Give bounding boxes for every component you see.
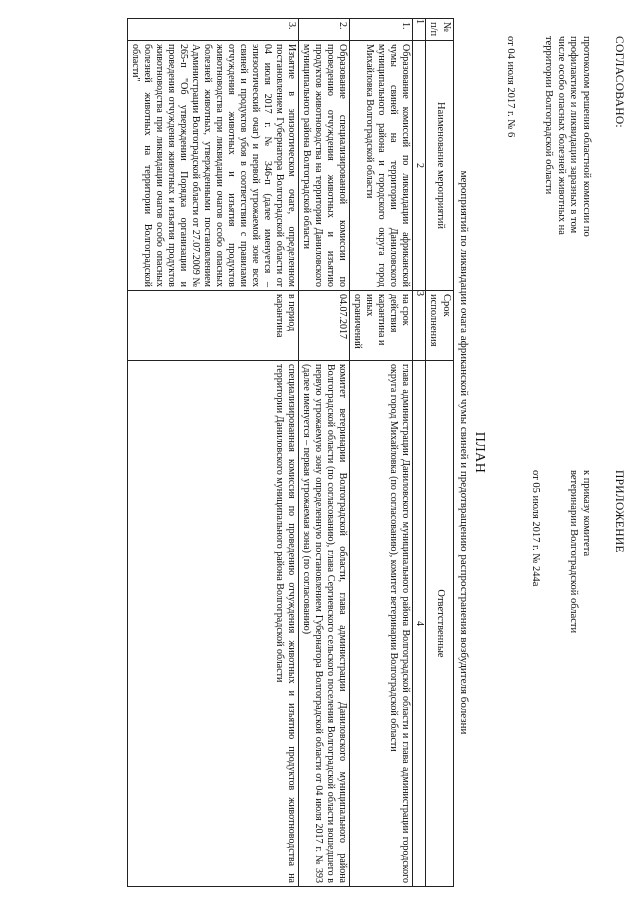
- row-activity: Образование специализированной комиссии по проведению отчуждения животных и изъятию продуктов животноводства на территории Даниловского муниципального района Волгоградской области: [298, 41, 349, 291]
- header-num: № п/п: [425, 19, 453, 41]
- row-deadline: на срок действия карантина и иных ограничений: [349, 291, 412, 361]
- row-responsible: специализированная комиссия по проведению отчуждения животных и изъятию продуктов животноводства на территории Даниловского муниципального района Волгоградской области: [127, 361, 298, 887]
- appendix-line: к приказу комитета: [580, 470, 592, 557]
- table-header-row: [425, 19, 453, 887]
- row-responsible: глава администрации Даниловского муниципального района Волгоградской области и глава администрации городского округа город Михайловка (по согласованию), комитет ветеринарии Волгоградской области: [349, 361, 412, 887]
- table-colnum-row: [412, 19, 425, 887]
- row-number: 1.: [349, 19, 412, 41]
- row-activity: Образование комиссий по ликвидации африканской чумы свиней на территории Даниловского муниципального района и городского округа город Михайловка Волгоградской области: [349, 41, 412, 291]
- row-deadline: 04.07.2017: [298, 291, 349, 361]
- row-number: 2.: [298, 19, 349, 41]
- header-responsible: Ответственные: [425, 361, 453, 887]
- col-number: 4: [412, 361, 425, 887]
- col-number: 1: [412, 19, 425, 41]
- approval-date: от 04 июля 2017 г. № 6: [504, 36, 516, 138]
- col-number: 3: [412, 291, 425, 361]
- row-responsible: комитет ветеринарии Волгоградской области, глава администрации Даниловского муниципального района Волгоградской области (по согласованию), глава Сергиевского сельского поселения Волгоградской области вошедшего в первую угрожаемую зону определенную постановлением Губернатора Волгоградской области от 04 июля 2017 г. № 393 (далее именуется – первая угрожаемая зона) (по согласованию): [298, 361, 349, 887]
- header-activity: Наименование мероприятий: [425, 41, 453, 291]
- plan-subtitle: мероприятий по ликвидации очага африканской чумы свиней и предотвращению распространения возбудителя болезни: [458, 170, 470, 735]
- appendix-date: от 05 июля 2017 г. № 244а: [529, 470, 541, 587]
- appendix-title: ПРИЛОЖЕНИЕ: [613, 470, 625, 553]
- approval-line: протоколом решения областной комиссии по: [580, 36, 592, 237]
- table-row: [349, 19, 412, 887]
- approval-title: СОГЛАСОВАНО:: [613, 36, 625, 128]
- table-row: [127, 19, 298, 887]
- row-number: 3.: [127, 19, 298, 41]
- plan-title: ПЛАН: [472, 431, 487, 474]
- table-row: [298, 19, 349, 887]
- row-activity: Изъятие в эпизоотическом очаге, определенном постановлением Губернатора Волгоградской области от 04 июля 2017 г. № 346-п (далее именуется – эпизоотический очаг) и первой угрожаемой зоне всех свиней и продуктов убоя в соответствии с правилами отчуждения животных и изъятия продуктов животноводства при ликвидации очагов особо опасных болезней животных, утвержденными постановлением Администрации Волгоградской области от 27.07.2009 № 265-п "Об утверждении Порядка организации и проведения отчуждения животных и изъятия продуктов животноводства при ликвидации очагов особо опасных болезней животных на территории Волгоградской области": [127, 41, 298, 291]
- approval-line: территории Волгоградской области: [543, 36, 555, 195]
- plan-table: [127, 18, 454, 887]
- approval-line: числе особо опасных болезней животных на: [555, 36, 567, 235]
- header-deadline: Срок исполнения: [425, 291, 453, 361]
- appendix-line: ветеринарии Волгоградской области: [568, 470, 580, 634]
- row-deadline: в период карантина: [127, 291, 298, 361]
- col-number: 2: [412, 41, 425, 291]
- approval-line: профилактике и ликвидации заразных в том: [568, 36, 580, 234]
